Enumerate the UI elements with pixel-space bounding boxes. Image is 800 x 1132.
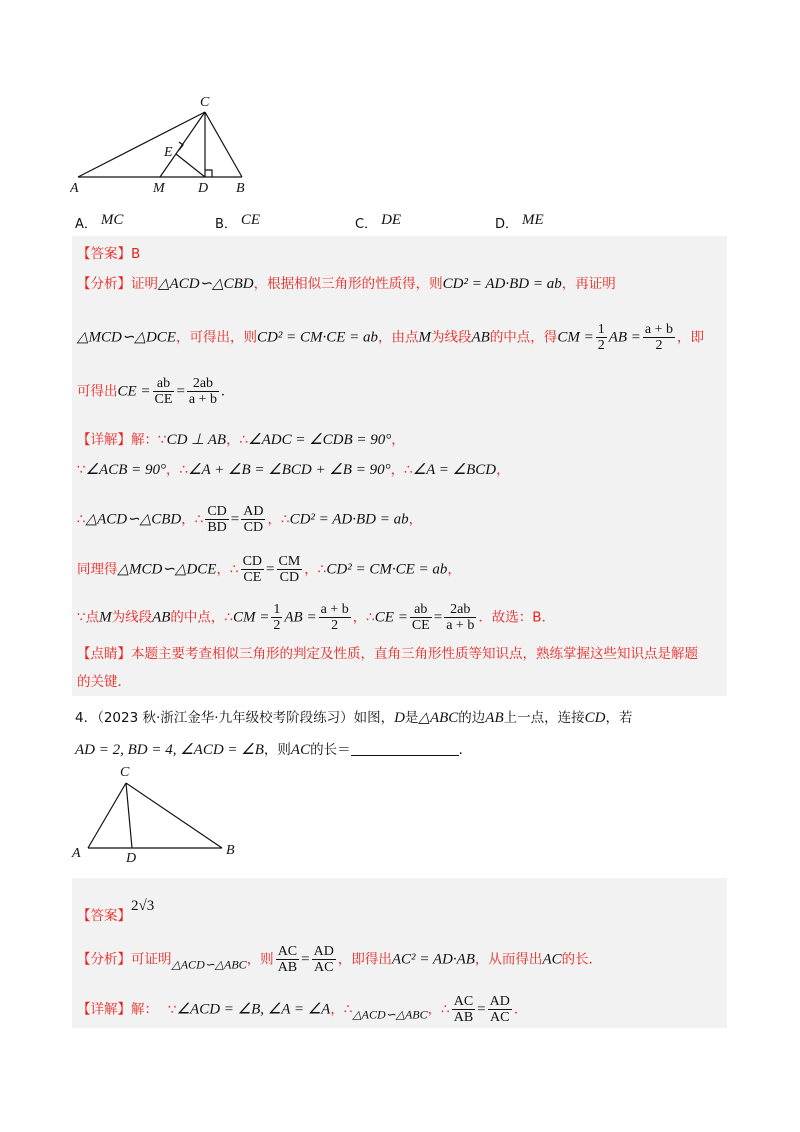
label-d-2: D [126, 851, 137, 866]
q3-comment-line-1: 【点睛】本题主要考查相似三角形的判定及性质，直角三角形性质等知识点，熟练掌握这些知识点是解题 [77, 646, 698, 662]
line-cb [205, 112, 242, 177]
choice-a[interactable]: A． MC [75, 212, 124, 232]
choice-c[interactable]: C． DE [355, 212, 402, 232]
q3-answer: 【答案】B [77, 246, 141, 262]
label-e: E [164, 145, 173, 160]
q3-analysis-line-1: 【分析】证明△ACD∽△CBD，根据相似三角形的性质得，则CD² = AD·BD = ab，再证明 [77, 276, 616, 292]
q3-comment-line-2: 的关键． [77, 674, 131, 690]
q4-statement-line-1: 4．（2023 秋·浙江金华·九年级校考阶段练习）如图，D是△ABC的边AB上一点，连接CD，若 [75, 710, 633, 726]
label-c-2: C [120, 765, 130, 780]
answer-blank[interactable] [351, 741, 459, 756]
q4-analysis: 【分析】可证明△ACD∽△ABC，则 $\frac{AC}{AB}$ = $\frac{AD}{AC}$ ，即得出AC² = AD·AB，从而得出AC的长． [77, 944, 603, 975]
line-cb-2 [126, 783, 222, 848]
label-a-2: A [72, 846, 81, 861]
label-a: A [70, 181, 79, 196]
label-m: M [153, 181, 165, 196]
q3-analysis-line-3: 可得出CE = $\frac{ab}{CE}$ = $\frac{2ab}{a + b}$ . [77, 376, 225, 407]
line-de [176, 154, 205, 177]
q4-answer: 【答案】2√3 [77, 898, 155, 924]
q3-detail-line-4: 同理得△MCD∽△DCE，∴ $\frac{CD}{CE}$ = $\frac{CM}{CD}$ ，∴CD² = CM·CE = ab， [77, 554, 461, 585]
q3-detail-line-1: 【详解】解：∵CD ⊥ AB，∴∠ADC = ∠CDB = 90°， [77, 432, 405, 448]
right-angle-d [205, 170, 212, 177]
line-ac-2 [88, 783, 126, 848]
q3-detail-line-5: ∵点M为线段AB的中点，∴CM = $\frac{1}{2}$ AB = $\frac{a + b}{2}$ ，∴CE = $\frac{ab}{CE}$ = $\frac{2ab}{a + b}$ ．故选：B． [77, 602, 556, 633]
line-ac [78, 112, 205, 177]
label-b-2: B [226, 843, 235, 858]
q4-detail: 【详解】解： ∵∠ACD = ∠B, ∠A = ∠A，∴△ACD∽△ABC，∴ $\frac{AC}{AB}$ = $\frac{AD}{AC}$ ． [77, 994, 528, 1025]
choice-d[interactable]: D． ME [495, 212, 544, 232]
line-cd-2 [126, 783, 132, 848]
answer-choices [75, 212, 735, 234]
q4-solution-box [72, 878, 727, 1028]
q3-analysis-line-2: △MCD∽△DCE，可得出，则CD² = CM·CE = ab，由点M为线段AB的中点，得CM = $\frac{1}{2}$ AB = $\frac{a + b}{2}$ ，即 [77, 322, 704, 353]
q4-statement-line-2: AD = 2, BD = 4, ∠ACD = ∠B，则AC的长＝ ． [75, 742, 473, 758]
q3-detail-line-2: ∵∠ACB = 90°，∴∠A + ∠B = ∠BCD + ∠B = 90°，∴∠A = ∠BCD， [77, 462, 510, 478]
label-c: C [200, 95, 210, 110]
q3-detail-line-3: ∴△ACD∽△CBD，∴ $\frac{CD}{BD}$ = $\frac{AD}{CD}$ ，∴CD² = AD·BD = ab， [77, 504, 423, 535]
q3-solution-box [72, 236, 727, 696]
label-d: D [198, 181, 209, 196]
figure-triangle-abc-2 [68, 762, 248, 866]
choice-b[interactable]: B． CE [215, 212, 261, 232]
figure-triangle-abc-1 [70, 92, 270, 197]
label-b: B [236, 181, 245, 196]
